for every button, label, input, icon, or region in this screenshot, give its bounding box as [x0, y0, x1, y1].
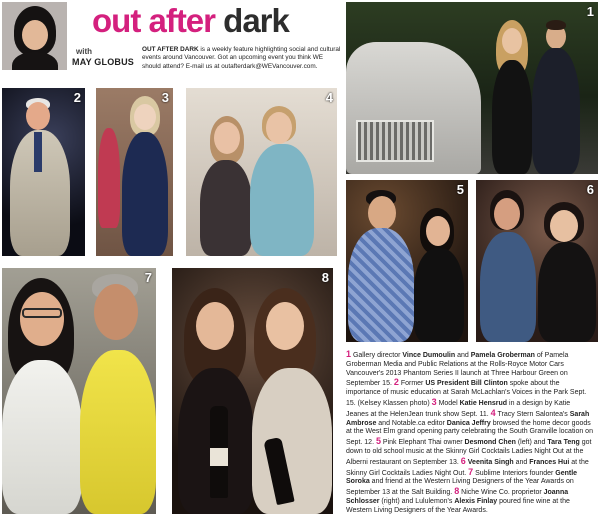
photo-3	[96, 88, 173, 256]
caption-number: 1	[346, 349, 352, 359]
caption-text: and Notable.ca editor	[376, 419, 447, 427]
caption-text: poured fine wine at the Western Living Designers of the Year Awards.	[346, 497, 570, 514]
caption-number: 7	[468, 466, 474, 477]
caption-text: and	[513, 458, 530, 466]
caption-name: Sarah Ambrose	[346, 410, 590, 427]
caption-name: Veenita Singh	[467, 458, 514, 466]
photo-8	[172, 268, 333, 514]
intro-lead: OUT AFTER DARK	[142, 46, 199, 53]
page-title	[92, 2, 347, 42]
byline-author: MAY GLOBUS	[72, 57, 135, 67]
caption-text: Sublime Interiors founder	[473, 469, 556, 477]
caption-number: 4	[490, 407, 496, 418]
photo-7-number: 7	[144, 270, 152, 285]
author-headshot	[2, 2, 67, 70]
photo-4-number: 4	[325, 90, 333, 105]
caption-name: Frances Hui	[529, 458, 570, 466]
caption-text: Niche Wine Co. proprietor	[459, 489, 544, 497]
caption-text: Model	[436, 399, 460, 407]
caption-text: at the Skinny Girl Cocktails Ladies Night Out.	[346, 458, 589, 477]
caption-name: Desmond Chen	[464, 439, 516, 447]
caption-number: 5	[375, 436, 381, 447]
caption-text: in a design by Katie Jeanes at the HelenJean trunk show Sept. 11.	[346, 399, 571, 418]
photo-captions	[346, 350, 594, 516]
intro-body: is a weekly feature highlighting social and cultural events around Vancouver. Got an upcoming event you think WE should attend? E-mail us at outafterdark@WEVancouver.com.	[142, 46, 341, 70]
title-accent: out after	[92, 2, 224, 39]
photo-2	[2, 88, 85, 256]
caption-name: Gentle Soroka	[346, 469, 578, 486]
photo-8-number: 8	[321, 270, 329, 285]
photo-3-number: 3	[161, 90, 169, 105]
caption-text: and friend at the Western Living Designers of the Year Awards on September 13 at the Salt Building.	[346, 478, 574, 497]
caption-name: Joanna Schlosser	[346, 489, 569, 505]
caption-number: 2	[393, 377, 399, 388]
photo-6-number: 6	[586, 182, 594, 197]
caption-text: (right) and Lululemon's	[379, 497, 455, 505]
caption-name: Alexis Finlay	[454, 497, 498, 505]
photo-5	[346, 180, 468, 342]
photo-6	[476, 180, 598, 342]
photo-7	[2, 268, 156, 514]
caption-number: 6	[460, 455, 466, 466]
intro-text	[142, 46, 342, 71]
car-grille	[356, 120, 434, 162]
caption-name: Tara Teng	[547, 439, 580, 447]
eyeglasses	[22, 308, 62, 318]
caption-text: and	[455, 352, 471, 359]
caption-text: Tracy Stern Salontea's	[495, 410, 570, 418]
caption-name: US President Bill Clinton	[425, 380, 508, 388]
photo-1-number: 1	[586, 4, 594, 19]
photo-2-number: 2	[73, 90, 81, 105]
photo-4	[186, 88, 337, 256]
caption-name: Vince Dumoulin	[402, 352, 456, 359]
caption-text: spoke about the importance of music education at Sarah McLachlan's Voices in the Park Sept. 15. (Kelsey Klassen photo)	[346, 380, 587, 407]
caption-text: browsed the home decor goods at the West Elm grand opening party celebrating the South Granville location on Sept. 12.	[346, 419, 593, 447]
title-dark: dark	[223, 2, 289, 39]
caption-name: Pamela Groberman	[470, 352, 535, 359]
caption-text: of Pamela Groberman Media and Public Relations at the Rolls-Royce Motor Cars Vancouver's 2013 Phantom Series II launch at Three Harbour Green on September 15.	[346, 352, 569, 388]
caption-text: got down to old school music at the Skinny Girl Cocktails Ladies Night Out at the Alberni restaurant on September 13.	[346, 439, 592, 466]
photo-1	[346, 2, 598, 174]
caption-name: Danica Jeffry	[446, 419, 491, 427]
caption-number: 8	[454, 486, 460, 497]
caption-text: (left) and	[515, 439, 548, 447]
caption-number: 3	[431, 396, 437, 407]
caption-text: Gallery director	[351, 352, 403, 359]
caption-name: Katie Hensrud	[459, 399, 508, 407]
byline-with: with	[76, 47, 92, 56]
caption-text: Pink Elephant Thai owner	[380, 439, 465, 447]
caption-text: Former	[398, 380, 426, 388]
photo-5-number: 5	[456, 182, 464, 197]
